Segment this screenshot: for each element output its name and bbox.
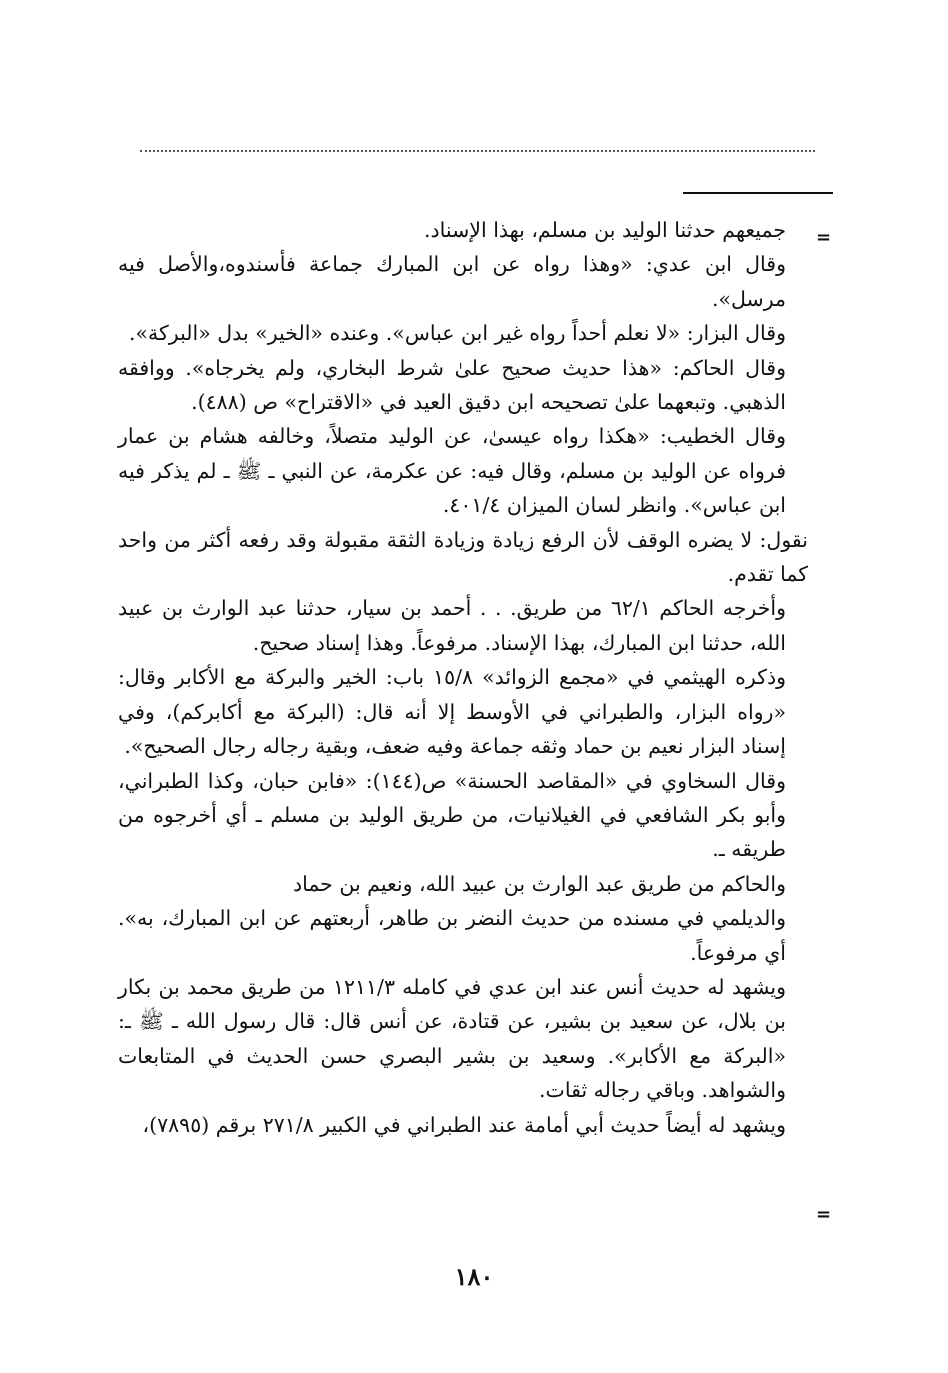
footnote-paragraph: وقال البزار: «لا نعلم أحداً رواه غير ابن عباس». وعنده «الخير» بدل «البركة». [129, 321, 786, 346]
footnote-body [118, 213, 808, 1142]
footnote-paragraph: ويشهد له حديث أنس عند ابن عدي في كامله ١٢١١/٣ من طريق محمد بن بكار بن بلال، عن سعيد بن بشير، عن قتادة، عن أنس قال: قال رسول الله ـ ﷺ ـ: «البركة مع الأكابر». وسعيد بن بشير البصري حسن الحديث في المتابعات والشواهد. وباقي رجاله ثقات. [118, 974, 786, 1103]
footnote-paragraph: ويشهد له أيضاً حديث أبي أمامة عند الطبراني في الكبير ٢٧١/٨ برقم (٧٨٩٥)، [142, 1112, 786, 1137]
footnote-paragraph: وقال الخطيب: «هكذا رواه عيسىٰ، عن الوليد متصلاً، وخالفه هشام بن عمار فرواه عن الوليد بن مسلم، وقال فيه: عن عكرمة، عن النبي ـ ﷺ ـ لم يذكر فيه ابن عباس». وانظر لسان الميزان ٤٠١/٤. [118, 424, 786, 518]
footnote-paragraph: وذكره الهيثمي في «مجمع الزوائد» ١٥/٨ باب: الخير والبركة مع الأكابر وقال: «رواه البزار، والطبراني في الأوسط إلا أنه قال: (البركة مع أكابركم)، وفي إسناد البزار نعيم بن حماد وثقه جماعة وفيه ضعف، وبقية رجاله رجال الصحيح». [118, 665, 786, 759]
footnote-rule [683, 192, 833, 194]
dotted-separator [140, 150, 815, 152]
footnote-paragraph: نقول: لا يضره الوقف لأن الرفع زيادة وزيادة الثقة مقبولة وقد رفعه أكثر من واحد كما تقدم. [118, 527, 808, 587]
footnote-paragraph: وقال الحاكم: «هذا حديث صحيح علىٰ شرط البخاري، ولم يخرجاه». ووافقه الذهبي. وتبعهما علىٰ تصحيحه ابن دقيق العيد في «الاقتراح» ص (٤٨٨). [118, 355, 786, 415]
footnote-paragraph: وقال ابن عدي: «وهذا رواه عن ابن المبارك جماعة فأسندوه،والأصل فيه مرسل». [118, 252, 786, 311]
footnote-paragraph: وأخرجه الحاكم ٦٢/١ من طريق. . . أحمد بن سيار، حدثنا عبد الوارث بن عبيد الله، حدثنا ابن المبارك، بهذا الإسناد. مرفوعاً. وهذا إسناد صحيح. [118, 596, 786, 655]
footnote-paragraph: جميعهم حدثنا الوليد بن مسلم، بهذا الإسناد. [424, 218, 786, 242]
continuation-marker-bottom: = [816, 1204, 832, 1225]
footnote-paragraph: والديلمي في مسنده من حديث النضر بن طاهر، أربعتهم عن ابن المبارك، به». أي مرفوعاً. [118, 906, 786, 965]
continuation-marker-top: = [816, 227, 832, 248]
page-number: ١٨٠ [454, 1262, 494, 1291]
footnote-paragraph: وقال السخاوي في «المقاصد الحسنة» ص(١٤٤): «فابن حبان، وكذا الطبراني، وأبو بكر الشافعي في الغيلانيات، من طريق الوليد بن مسلم ـ أي أخرجوه من طريقه ـ. [118, 768, 786, 862]
footnote-paragraph: والحاكم من طريق عبد الوارث بن عبيد الله، ونعيم بن حماد [292, 871, 786, 896]
